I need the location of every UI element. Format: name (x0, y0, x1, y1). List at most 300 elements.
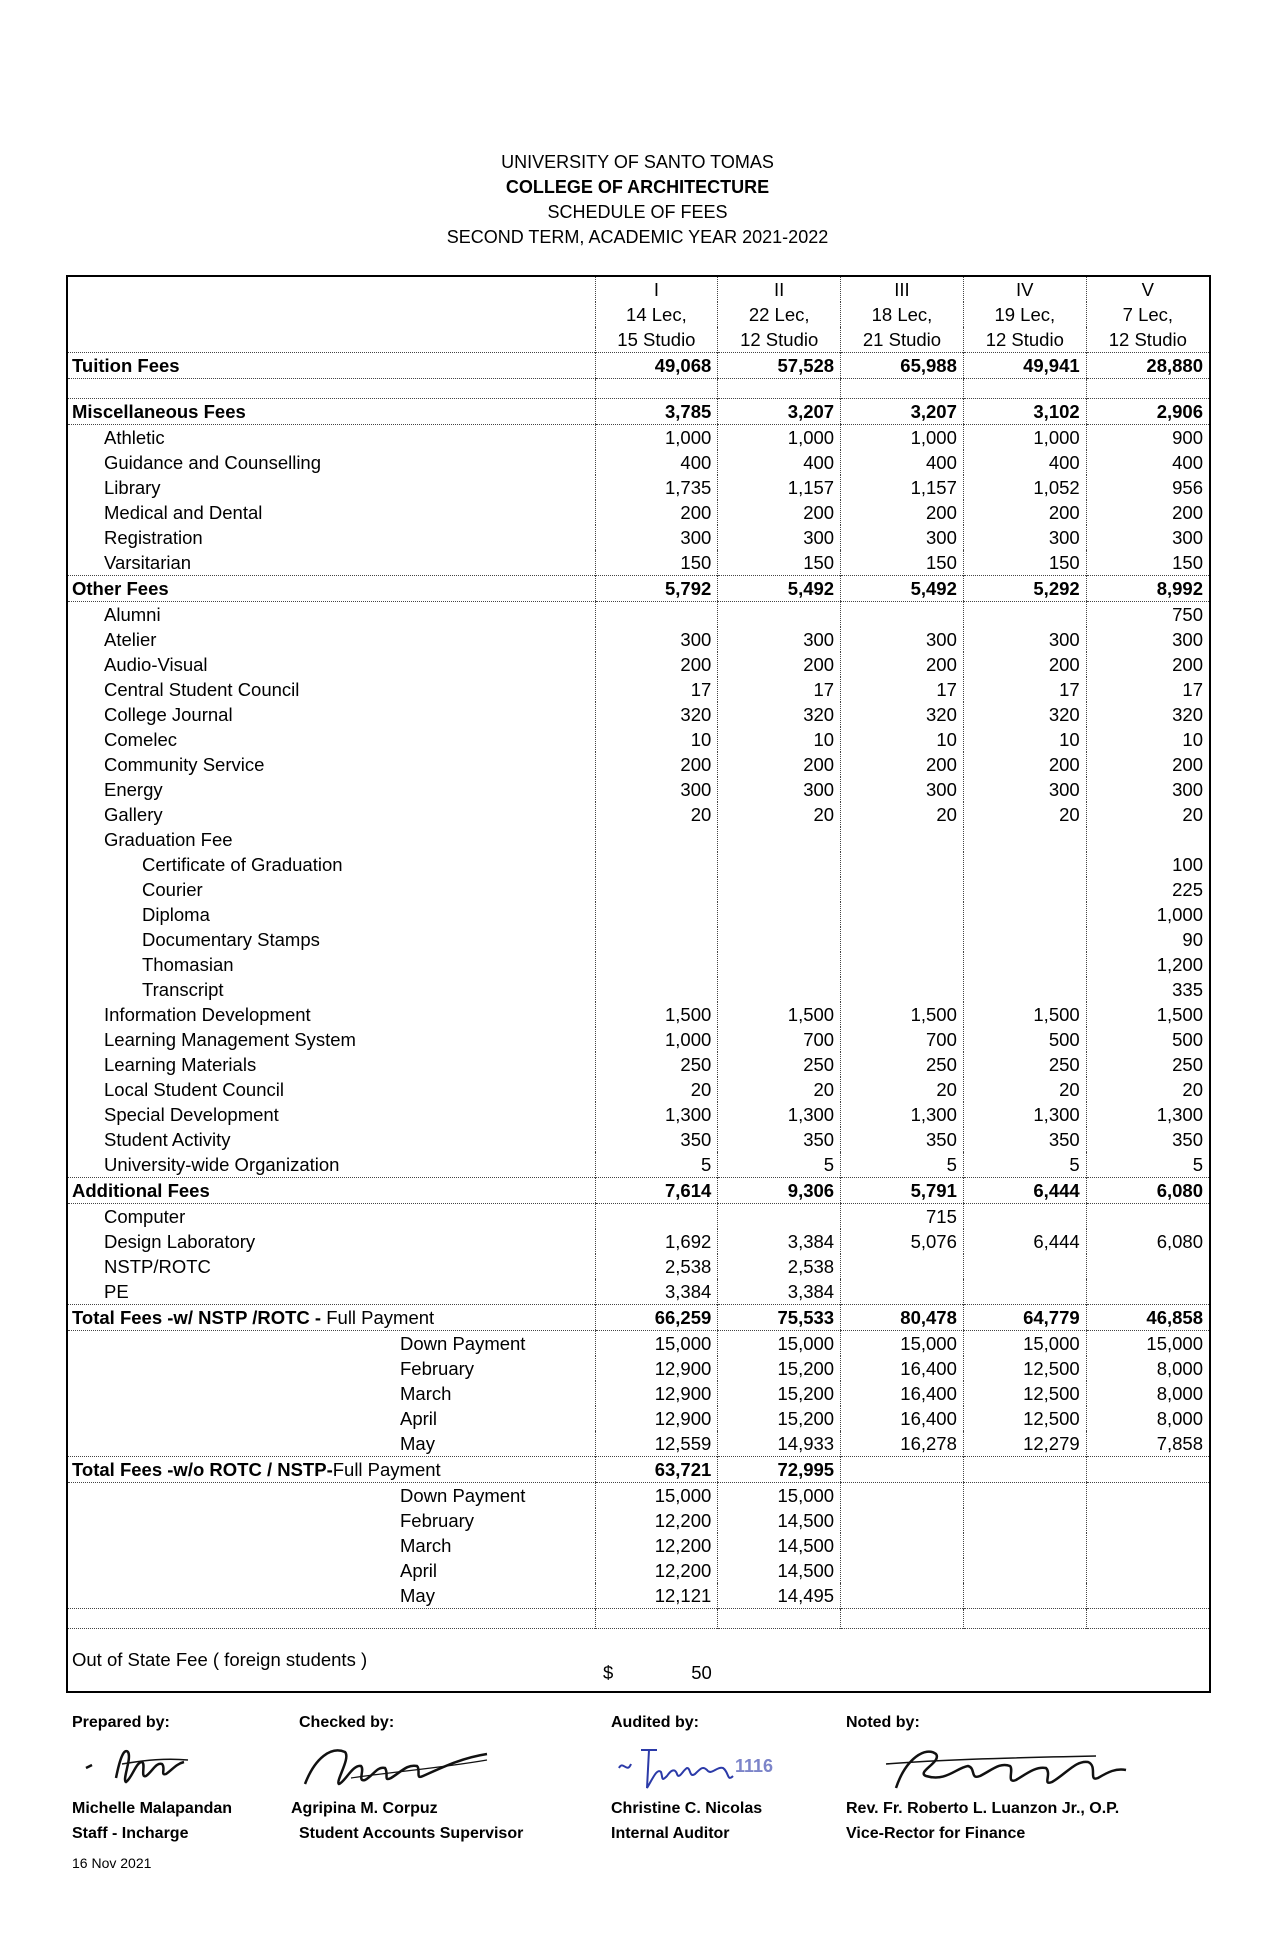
amount-cell: 15,000 (841, 1331, 964, 1357)
empty-cell (841, 1609, 964, 1629)
row-label: University-wide Organization (104, 1154, 340, 1175)
row-label: Audio-Visual (104, 654, 208, 675)
amount-cell: 49,941 (963, 353, 1086, 379)
spacer-row (68, 1609, 1209, 1629)
amount-cell: 10 (963, 727, 1086, 752)
amount-cell: 6,080 (1086, 1229, 1209, 1254)
amount-cell: 200 (841, 652, 964, 677)
amount-cell: 300 (841, 627, 964, 652)
amount-cell (841, 1254, 964, 1279)
row-label: Learning Materials (104, 1054, 257, 1075)
amount-cell: 700 (718, 1027, 841, 1052)
header-row (68, 277, 1209, 302)
amount-cell: 300 (595, 627, 718, 652)
amount-cell (718, 902, 841, 927)
term-label: SECOND TERM, ACADEMIC YEAR 2021-2022 (446, 227, 829, 247)
amount-cell: 8,000 (1086, 1356, 1209, 1381)
amount-cell: 5,792 (595, 576, 718, 602)
empty-cell (963, 379, 1086, 399)
amount-cell: 1,300 (841, 1102, 964, 1127)
amount-cell: 200 (963, 500, 1086, 525)
document-header (0, 150, 1275, 250)
amount-cell (1086, 1583, 1209, 1609)
amount-cell: 12,200 (595, 1558, 718, 1583)
amount-cell: 8,000 (1086, 1381, 1209, 1406)
amount-cell (841, 902, 964, 927)
amount-cell: 150 (841, 550, 964, 576)
amount-cell: 300 (595, 525, 718, 550)
amount-cell: 66,259 (595, 1305, 718, 1331)
amount-cell (595, 952, 718, 977)
row-label: Information Development (104, 1004, 311, 1025)
fee-item-row (68, 1127, 1209, 1152)
amount-cell: 1,000 (595, 1027, 718, 1052)
amount-cell: 15,000 (595, 1331, 718, 1357)
payment-schedule-row (68, 1331, 1209, 1357)
signature-image (617, 1738, 787, 1798)
row-label: Registration (104, 527, 203, 548)
amount-cell: 7,614 (595, 1178, 718, 1204)
amount-cell (963, 1204, 1086, 1230)
amount-cell: 1,300 (595, 1102, 718, 1127)
row-label: Diploma (142, 904, 210, 925)
column-year: IV (963, 277, 1086, 302)
empty-cell (1086, 1609, 1209, 1629)
amount-cell: 350 (1086, 1127, 1209, 1152)
row-label: Comelec (104, 729, 177, 750)
amount-cell: 20 (1086, 802, 1209, 827)
amount-cell (1086, 1457, 1209, 1483)
amount-cell (841, 1483, 964, 1509)
fee-item-row (68, 1002, 1209, 1027)
amount-cell (963, 1279, 1086, 1305)
amount-cell: 320 (1086, 702, 1209, 727)
row-label: Learning Management System (104, 1029, 356, 1050)
amount-cell: 20 (718, 1077, 841, 1102)
row-label: Other Fees (68, 576, 595, 602)
amount-cell (595, 1204, 718, 1230)
amount-cell: 1,500 (718, 1002, 841, 1027)
amount-cell (841, 1558, 964, 1583)
row-label: May (400, 1433, 435, 1454)
amount-cell (1086, 1254, 1209, 1279)
row-label: Courier (142, 879, 203, 900)
row-label: Medical and Dental (104, 502, 263, 523)
amount-cell (718, 927, 841, 952)
amount-cell: 15,000 (1086, 1331, 1209, 1357)
row-label (68, 1457, 595, 1483)
fee-category-row (68, 576, 1209, 602)
amount-cell: 12,121 (595, 1583, 718, 1609)
row-label: College Journal (104, 704, 233, 725)
university-name: UNIVERSITY OF SANTO TOMAS (501, 152, 774, 172)
amount-cell: 15,000 (718, 1331, 841, 1357)
amount-cell: 5 (841, 1152, 964, 1178)
row-label: NSTP/ROTC (104, 1256, 211, 1277)
amount-cell (963, 1457, 1086, 1483)
fee-item-row (68, 752, 1209, 777)
amount-cell: 200 (1086, 652, 1209, 677)
column-lec: 14 Lec, (595, 302, 718, 327)
amount-cell (718, 602, 841, 628)
empty-cell (841, 1629, 964, 1691)
amount-cell: 1,692 (595, 1229, 718, 1254)
amount-cell (841, 602, 964, 628)
amount-cell: 15,000 (963, 1331, 1086, 1357)
amount-cell: 400 (718, 450, 841, 475)
row-label: Miscellaneous Fees (68, 399, 595, 425)
fee-item-row (68, 1152, 1209, 1178)
amount-cell: 200 (718, 500, 841, 525)
payment-schedule-row (68, 1356, 1209, 1381)
amount-cell (963, 1254, 1086, 1279)
fee-item-row (68, 802, 1209, 827)
fee-item-row (68, 1229, 1209, 1254)
total-sublabel: Full Payment (326, 1307, 435, 1328)
column-lec: 22 Lec, (718, 302, 841, 327)
column-year: II (718, 277, 841, 302)
signatory-role: Noted by: (846, 1714, 920, 1731)
amount-cell (841, 1533, 964, 1558)
total-sublabel: Full Payment (332, 1459, 441, 1480)
amount-cell: 350 (841, 1127, 964, 1152)
amount-cell: 1,000 (963, 425, 1086, 451)
amount-cell: 20 (963, 802, 1086, 827)
empty-cell (68, 379, 595, 399)
fee-item-row (68, 1102, 1209, 1127)
fee-item-row (68, 475, 1209, 500)
amount-cell: 3,207 (841, 399, 964, 425)
amount-cell: 28,880 (1086, 353, 1209, 379)
amount-cell (963, 1533, 1086, 1558)
signatory-name: Michelle Malapandan (72, 1800, 233, 1817)
amount-cell: 1,300 (718, 1102, 841, 1127)
amount-cell (595, 927, 718, 952)
amount-cell: 2,538 (595, 1254, 718, 1279)
amount-cell: 300 (595, 777, 718, 802)
amount-cell (1086, 827, 1209, 852)
amount-cell: 200 (841, 500, 964, 525)
amount-cell: 1,735 (595, 475, 718, 500)
amount-cell: 3,785 (595, 399, 718, 425)
row-label: PE (104, 1281, 129, 1302)
amount-cell (963, 927, 1086, 952)
amount-cell: 150 (595, 550, 718, 576)
empty-cell (963, 1609, 1086, 1629)
amount-cell: 65,988 (841, 353, 964, 379)
amount-cell: 12,900 (595, 1356, 718, 1381)
amount-cell: 250 (718, 1052, 841, 1077)
fee-item-row (68, 627, 1209, 652)
amount-cell: 320 (595, 702, 718, 727)
signatory-role: Checked by: (299, 1714, 395, 1731)
amount-cell: 300 (1086, 777, 1209, 802)
fee-item-row (68, 977, 1209, 1002)
amount-cell: 320 (963, 702, 1086, 727)
amount-cell: 49,068 (595, 353, 718, 379)
amount-cell (595, 852, 718, 877)
amount-cell: 3,102 (963, 399, 1086, 425)
payment-schedule-row (68, 1508, 1209, 1533)
amount-cell: 12,200 (595, 1533, 718, 1558)
amount-cell: 150 (963, 550, 1086, 576)
signatory-name: Rev. Fr. Roberto L. Luanzon Jr., O.P. (846, 1800, 1120, 1817)
amount-cell: 1,000 (1086, 902, 1209, 927)
signatory-title: Internal Auditor (611, 1825, 730, 1842)
amount-cell: 12,500 (963, 1356, 1086, 1381)
amount-cell: 1,000 (595, 425, 718, 451)
amount-value: 50 (691, 1661, 712, 1683)
amount-cell: 5,076 (841, 1229, 964, 1254)
amount-cell: 500 (1086, 1027, 1209, 1052)
amount-cell (841, 952, 964, 977)
amount-cell: 14,500 (718, 1508, 841, 1533)
row-label: Energy (104, 779, 163, 800)
row-label: April (400, 1408, 438, 1429)
amount-cell (841, 877, 964, 902)
amount-cell (595, 602, 718, 628)
empty-cell (841, 379, 964, 399)
payment-schedule-row (68, 1533, 1209, 1558)
amount-cell: 1,000 (718, 425, 841, 451)
signatory-title: Student Accounts Supervisor (299, 1825, 524, 1842)
amount-cell: 300 (718, 777, 841, 802)
amount-cell: 200 (1086, 500, 1209, 525)
fee-item-row (68, 727, 1209, 752)
row-label: February (400, 1510, 475, 1531)
empty-cell (595, 379, 718, 399)
amount-cell: 300 (1086, 525, 1209, 550)
amount-cell (841, 852, 964, 877)
row-label: Student Activity (104, 1129, 231, 1150)
amount-cell (595, 827, 718, 852)
document-date: 16 Nov 2021 (72, 1855, 152, 1871)
empty-cell (1086, 1629, 1209, 1691)
column-studio: 12 Studio (718, 327, 841, 353)
amount-cell: 12,500 (963, 1406, 1086, 1431)
row-label: Atelier (104, 629, 157, 650)
amount-cell: 17 (841, 677, 964, 702)
fee-category-row (68, 353, 1209, 379)
amount-cell (841, 1508, 964, 1533)
amount-cell: 150 (718, 550, 841, 576)
amount-cell: 20 (841, 802, 964, 827)
row-label: Community Service (104, 754, 265, 775)
signature-image (76, 1738, 226, 1798)
row-label: Documentary Stamps (142, 929, 320, 950)
row-label: March (400, 1535, 452, 1556)
amount-cell: 15,200 (718, 1356, 841, 1381)
fee-item-row (68, 852, 1209, 877)
amount-cell (963, 977, 1086, 1002)
row-label: May (400, 1585, 435, 1606)
row-label: Athletic (104, 427, 165, 448)
svg-text:1116: 1116 (735, 1756, 774, 1776)
amount-cell: 16,278 (841, 1431, 964, 1457)
total-label: Total Fees -w/o ROTC / NSTP- (72, 1459, 333, 1480)
fee-item-row (68, 902, 1209, 927)
amount-cell: 1,157 (841, 475, 964, 500)
column-lec: 7 Lec, (1086, 302, 1209, 327)
column-studio: 21 Studio (841, 327, 964, 353)
fee-category-row (68, 1178, 1209, 1204)
amount-cell: 500 (963, 1027, 1086, 1052)
amount-cell: 6,444 (963, 1178, 1086, 1204)
amount-cell: 12,200 (595, 1508, 718, 1533)
column-studio: 15 Studio (595, 327, 718, 353)
amount-cell: 5,492 (841, 576, 964, 602)
amount-cell: 1,500 (841, 1002, 964, 1027)
amount-cell: 20 (595, 802, 718, 827)
amount-cell: 20 (595, 1077, 718, 1102)
amount-cell: 57,528 (718, 353, 841, 379)
signatory-name: Agripina M. Corpuz (291, 1800, 438, 1817)
amount-cell: 17 (595, 677, 718, 702)
row-label (68, 1305, 595, 1331)
payment-schedule-row (68, 1558, 1209, 1583)
amount-cell (963, 602, 1086, 628)
amount-cell: 72,995 (718, 1457, 841, 1483)
amount-cell: 15,200 (718, 1381, 841, 1406)
column-studio: 12 Studio (963, 327, 1086, 353)
amount-cell (1086, 1508, 1209, 1533)
amount-cell: 1,500 (595, 1002, 718, 1027)
amount-cell: 100 (1086, 852, 1209, 877)
out-of-state-fee-row (68, 1629, 1209, 1691)
fee-item-row (68, 525, 1209, 550)
amount-cell: 300 (963, 525, 1086, 550)
amount-cell: 5,492 (718, 576, 841, 602)
amount-cell: 300 (718, 627, 841, 652)
amount-cell: 2,538 (718, 1254, 841, 1279)
header-blank (68, 327, 595, 353)
amount-cell: 5,292 (963, 576, 1086, 602)
amount-cell: 7,858 (1086, 1431, 1209, 1457)
fee-item-row (68, 550, 1209, 576)
amount-cell: 400 (963, 450, 1086, 475)
row-label: February (400, 1358, 475, 1379)
amount-cell (1086, 1279, 1209, 1305)
amount-cell: 200 (718, 752, 841, 777)
amount-cell: 15,000 (595, 1483, 718, 1509)
amount-cell (963, 1483, 1086, 1509)
amount-cell: 80,478 (841, 1305, 964, 1331)
total-row (68, 1457, 1209, 1483)
amount-cell: 12,500 (963, 1381, 1086, 1406)
row-label: Tuition Fees (68, 353, 595, 379)
empty-cell (1086, 379, 1209, 399)
fee-item-row (68, 927, 1209, 952)
amount-cell (841, 827, 964, 852)
out-of-state-amount (595, 1629, 718, 1691)
amount-cell: 20 (1086, 1077, 1209, 1102)
amount-cell: 200 (963, 752, 1086, 777)
amount-cell: 200 (963, 652, 1086, 677)
amount-cell: 8,000 (1086, 1406, 1209, 1431)
row-label: Gallery (104, 804, 163, 825)
amount-cell: 9,306 (718, 1178, 841, 1204)
amount-cell: 15,000 (718, 1483, 841, 1509)
amount-cell: 17 (1086, 677, 1209, 702)
fee-item-row (68, 500, 1209, 525)
payment-schedule-row (68, 1381, 1209, 1406)
signature-image (291, 1738, 491, 1798)
amount-cell (718, 952, 841, 977)
amount-cell: 300 (963, 627, 1086, 652)
fee-item-row (68, 702, 1209, 727)
row-label: Certificate of Graduation (142, 854, 343, 875)
empty-cell (718, 1609, 841, 1629)
amount-cell: 20 (718, 802, 841, 827)
amount-cell: 200 (718, 652, 841, 677)
amount-cell (963, 827, 1086, 852)
amount-cell: 250 (595, 1052, 718, 1077)
fee-item-row (68, 602, 1209, 628)
amount-cell: 10 (595, 727, 718, 752)
amount-cell: 200 (595, 752, 718, 777)
row-label: Transcript (142, 979, 224, 1000)
amount-cell: 350 (718, 1127, 841, 1152)
amount-cell: 14,500 (718, 1558, 841, 1583)
amount-cell: 10 (1086, 727, 1209, 752)
column-lec: 18 Lec, (841, 302, 964, 327)
signatory-title: Vice-Rector for Finance (846, 1825, 1026, 1842)
currency-symbol: $ (603, 1661, 614, 1683)
empty-cell (718, 379, 841, 399)
column-year: I (595, 277, 718, 302)
amount-cell: 8,992 (1086, 576, 1209, 602)
payment-schedule-row (68, 1406, 1209, 1431)
payment-schedule-row (68, 1583, 1209, 1609)
empty-cell (718, 1629, 841, 1691)
amount-cell (963, 902, 1086, 927)
amount-cell: 15,200 (718, 1406, 841, 1431)
fee-item-row (68, 952, 1209, 977)
total-row (68, 1305, 1209, 1331)
amount-cell (1086, 1483, 1209, 1509)
amount-cell: 250 (963, 1052, 1086, 1077)
fee-item-row (68, 450, 1209, 475)
column-lec: 19 Lec, (963, 302, 1086, 327)
amount-cell: 1,500 (963, 1002, 1086, 1027)
amount-cell: 63,721 (595, 1457, 718, 1483)
amount-cell: 16,400 (841, 1356, 964, 1381)
amount-cell: 6,444 (963, 1229, 1086, 1254)
amount-cell: 250 (841, 1052, 964, 1077)
amount-cell (841, 927, 964, 952)
amount-cell: 14,495 (718, 1583, 841, 1609)
amount-cell: 400 (841, 450, 964, 475)
amount-cell: 12,900 (595, 1406, 718, 1431)
college-name: COLLEGE OF ARCHITECTURE (505, 177, 770, 197)
fee-item-row (68, 677, 1209, 702)
amount-cell (595, 977, 718, 1002)
amount-cell: 17 (718, 677, 841, 702)
column-studio: 12 Studio (1086, 327, 1209, 353)
amount-cell: 1,300 (1086, 1102, 1209, 1127)
amount-cell: 300 (841, 777, 964, 802)
header-blank (68, 277, 595, 302)
row-label: Varsitarian (104, 552, 192, 573)
amount-cell: 400 (1086, 450, 1209, 475)
amount-cell (595, 902, 718, 927)
amount-cell: 200 (841, 752, 964, 777)
row-label: Computer (104, 1206, 186, 1227)
signatory-name: Christine C. Nicolas (611, 1800, 763, 1817)
row-label: Design Laboratory (104, 1231, 256, 1252)
amount-cell: 300 (963, 777, 1086, 802)
amount-cell: 75,533 (718, 1305, 841, 1331)
